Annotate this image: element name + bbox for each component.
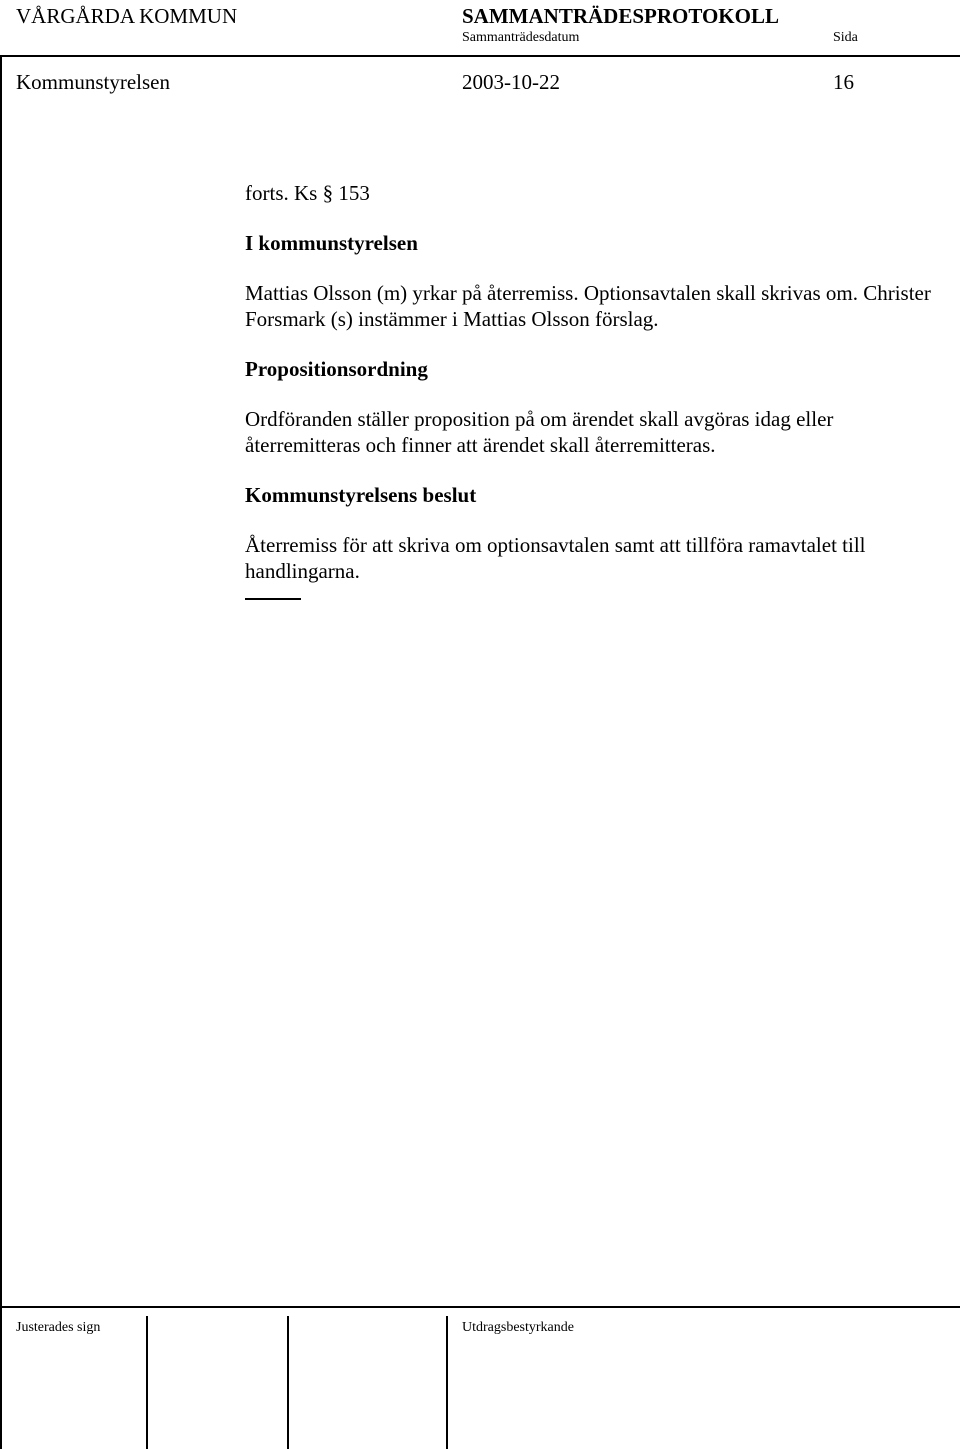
signature-box-divider xyxy=(446,1316,448,1449)
section-reference: forts. Ks § 153 xyxy=(245,181,370,205)
organization-name: VÅRGÅRDA KOMMUN xyxy=(16,4,238,28)
signature-box-divider xyxy=(287,1316,289,1449)
signature-box-divider xyxy=(146,1316,148,1449)
heading-proposition-order: Propositionsordning xyxy=(245,357,428,381)
paragraph-motion: Mattias Olsson (m) yrkar på återremiss. Optionsavtalen skall skrivas om. Christer Forsmark (s) instämmer i Mattias Olsson förslag. xyxy=(245,281,931,331)
paragraph-proposition: Ordföranden ställer proposition på om ärendet skall avgöras idag eller återremitteras och finner att ärendet skall återremitteras. xyxy=(245,407,834,457)
meeting-date-label: Sammanträdesdatum xyxy=(462,30,580,45)
page-number: 16 xyxy=(833,70,854,94)
page-label: Sida xyxy=(833,30,858,45)
protocol-content xyxy=(245,180,935,600)
left-margin-line xyxy=(0,55,2,1449)
meeting-date: 2003-10-22 xyxy=(462,70,560,94)
heading-board-decision: Kommunstyrelsens beslut xyxy=(245,483,477,507)
document-type: SAMMANTRÄDESPROTOKOLL xyxy=(462,4,779,28)
paragraph-decision: Återremiss för att skriva om optionsavtalen samt att tillföra ramavtalet till handlingarna. xyxy=(245,533,866,583)
signature-label: Justerades sign xyxy=(16,1320,101,1335)
header-divider xyxy=(0,55,960,57)
end-of-section-dash xyxy=(245,598,301,600)
extract-certification-label: Utdragsbestyrkande xyxy=(462,1320,574,1335)
heading-in-board: I kommunstyrelsen xyxy=(245,231,418,255)
footer-divider xyxy=(0,1306,960,1308)
body-name: Kommunstyrelsen xyxy=(16,70,170,94)
